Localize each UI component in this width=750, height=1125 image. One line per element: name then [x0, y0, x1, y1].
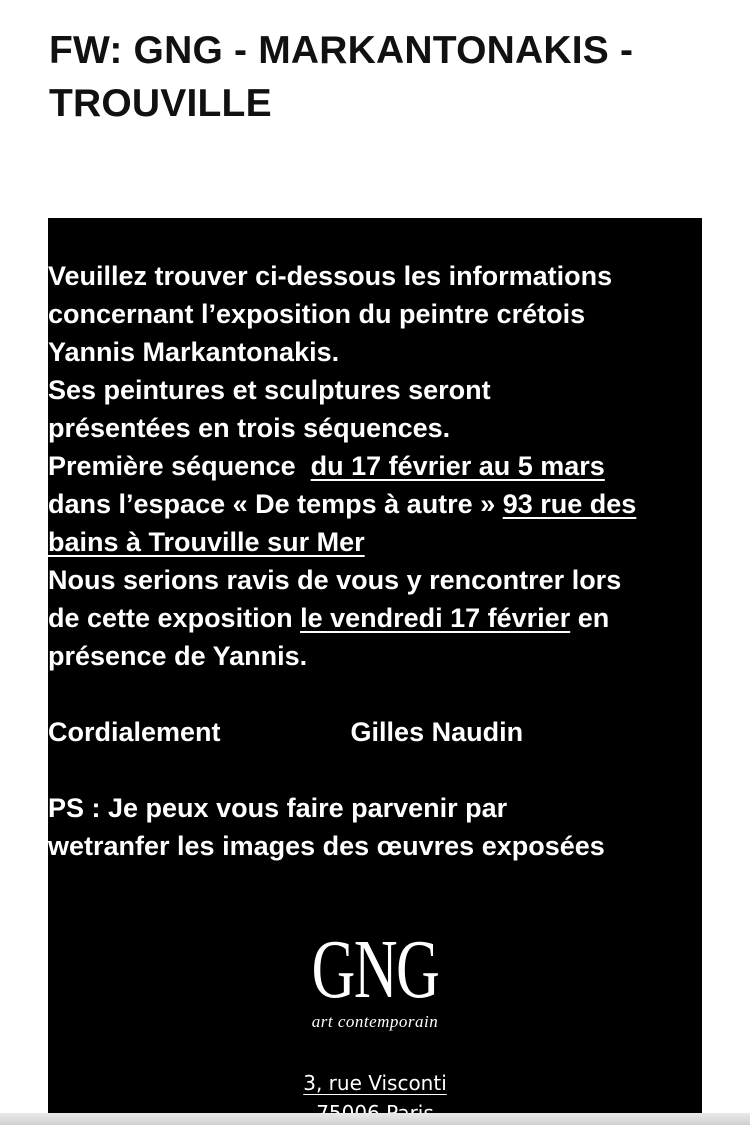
body-line: présentées en trois séquences.: [48, 413, 451, 443]
event-date-link[interactable]: le vendredi 17 février: [300, 603, 571, 633]
closing-text: Cordialement: [48, 717, 221, 747]
body-text: en: [570, 603, 610, 633]
body-text: Première séquence: [48, 451, 311, 481]
logo-mark: GNG: [311, 923, 439, 1016]
blank-line: [48, 751, 702, 789]
logo-tagline: art contemporain: [311, 1012, 439, 1031]
body-line: présence de Yannis.: [48, 641, 308, 671]
signature-line: [48, 713, 702, 751]
gng-logo: [48, 923, 702, 1032]
address-street-link[interactable]: 3, rue Visconti: [303, 1071, 447, 1095]
body-line: [48, 523, 702, 561]
blank-line: [48, 675, 702, 713]
body-line: [48, 485, 702, 523]
body-line: Nous serions ravis de vous y rencontrer lors: [48, 565, 622, 595]
body-line: [48, 447, 702, 485]
body-line: [48, 599, 702, 637]
address-link[interactable]: 93 rue des: [502, 489, 637, 519]
body-line: Ses peintures et sculptures seront: [48, 375, 491, 405]
body-text: de cette exposition: [48, 603, 301, 633]
email-body-panel: [48, 218, 702, 1125]
body-line: Yannis Markantonakis.: [48, 337, 340, 367]
date-range-link[interactable]: du 17 février au 5 mars: [310, 451, 605, 481]
body-line: concernant l’exposition du peintre crétois: [48, 299, 586, 329]
email-body-text: [48, 257, 702, 865]
ps-line: wetranfer les images des œuvres exposées: [48, 831, 605, 861]
ps-line: PS : Je peux vous faire parvenir par: [48, 793, 508, 823]
signature-name: Gilles Naudin: [350, 717, 524, 747]
address-link-continued[interactable]: bains à Trouville sur Mer: [48, 527, 365, 557]
email-subject: FW: GNG - MARKANTONAKIS - TROUVILLE: [49, 29, 634, 125]
body-text: dans l’espace « De temps à autre »: [48, 489, 503, 519]
body-line: Veuillez trouver ci-dessous les informations: [48, 261, 613, 291]
scroll-edge-shadow: [0, 1113, 750, 1125]
